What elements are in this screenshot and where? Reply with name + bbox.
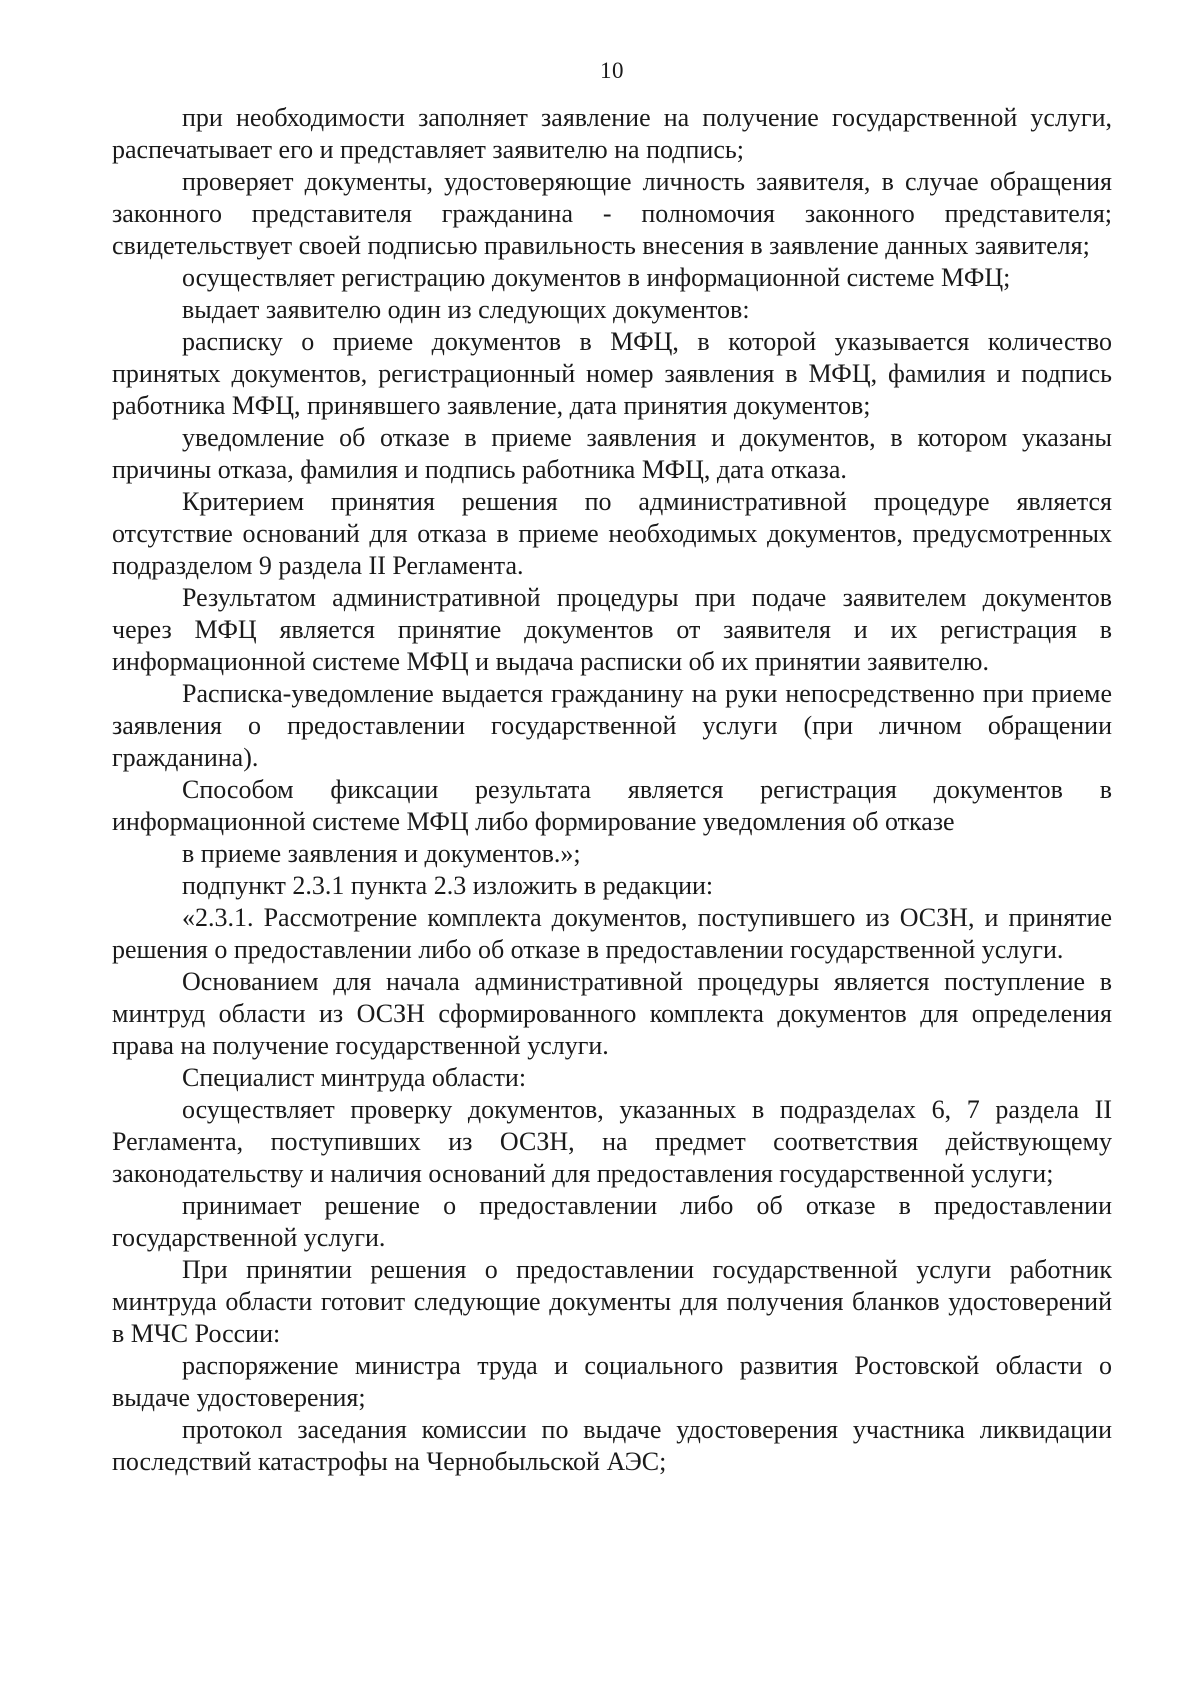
paragraph: проверяет документы, удостоверяющие личность заявителя, в случае обращения законного представителя гражданина - полномочия законного представителя; свидетельствует своей подписью правильность внесения в заявление данных заявителя; bbox=[112, 167, 1112, 260]
document-body bbox=[112, 102, 1112, 1478]
paragraph: Расписка-уведомление выдается гражданину на руки непосредственно при приеме заявления о предоставлении государственной услуги (при личном обращении гражданина). bbox=[112, 679, 1112, 772]
paragraph: Специалист минтруда области: bbox=[182, 1063, 527, 1092]
paragraph: Основанием для начала административной процедуры является поступление в минтруд области из ОСЗН сформированного комплекта документов для определения права на получение государственной услуги. bbox=[112, 967, 1112, 1060]
paragraph: Результатом административной процедуры при подаче заявителем документов через МФЦ является принятие документов от заявителя и их регистрация в информационной системе МФЦ и выдача расписки об их принятии заявителю. bbox=[112, 583, 1112, 676]
paragraph: подпункт 2.3.1 пункта 2.3 изложить в редакции: bbox=[182, 871, 714, 900]
paragraph: уведомление об отказе в приеме заявления и документов, в котором указаны причины отказа, фамилия и подпись работника МФЦ, дата отказа. bbox=[112, 423, 1112, 484]
paragraph: выдает заявителю один из следующих документов: bbox=[182, 295, 750, 324]
page-number: 10 bbox=[600, 58, 624, 83]
paragraph-continuation: в приеме заявления и документов.»; bbox=[182, 839, 581, 868]
paragraph: Критерием принятия решения по административной процедуре является отсутствие оснований для отказа в приеме необходимых документов, предусмотренных подразделом 9 раздела II Регламента. bbox=[112, 487, 1112, 580]
paragraph: принимает решение о предоставлении либо об отказе в предоставлении государственной услуги. bbox=[112, 1191, 1112, 1252]
paragraph: Способом фиксации результата является регистрация документов в информационной системе МФЦ либо формирование уведомления об отказе bbox=[112, 775, 1112, 836]
paragraph: осуществляет регистрацию документов в информационной системе МФЦ; bbox=[182, 263, 1011, 292]
paragraph: осуществляет проверку документов, указанных в подразделах 6, 7 раздела II Регламента, поступивших из ОСЗН, на предмет соответствия действующему законодательству и наличия оснований для предоставления государственной услуги; bbox=[112, 1095, 1112, 1188]
paragraph: распоряжение министра труда и социального развития Ростовской области о выдаче удостоверения; bbox=[112, 1351, 1112, 1412]
paragraph: протокол заседания комиссии по выдаче удостоверения участника ликвидации последствий катастрофы на Чернобыльской АЭС; bbox=[112, 1415, 1112, 1476]
paragraph: расписку о приеме документов в МФЦ, в которой указывается количество принятых документов, регистрационный номер заявления в МФЦ, фамилия и подпись работника МФЦ, принявшего заявление, дата принятия документов; bbox=[112, 327, 1112, 420]
paragraph: при необходимости заполняет заявление на получение государственной услуги, распечатывает его и представляет заявителю на подпись; bbox=[112, 103, 1112, 164]
paragraph: «2.3.1. Рассмотрение комплекта документов, поступившего из ОСЗН, и принятие решения о предоставлении либо об отказе в предоставлении государственной услуги. bbox=[112, 903, 1112, 964]
paragraph: При принятии решения о предоставлении государственной услуги работник минтруда области готовит следующие документы для получения бланков удостоверений в МЧС России: bbox=[112, 1255, 1112, 1348]
